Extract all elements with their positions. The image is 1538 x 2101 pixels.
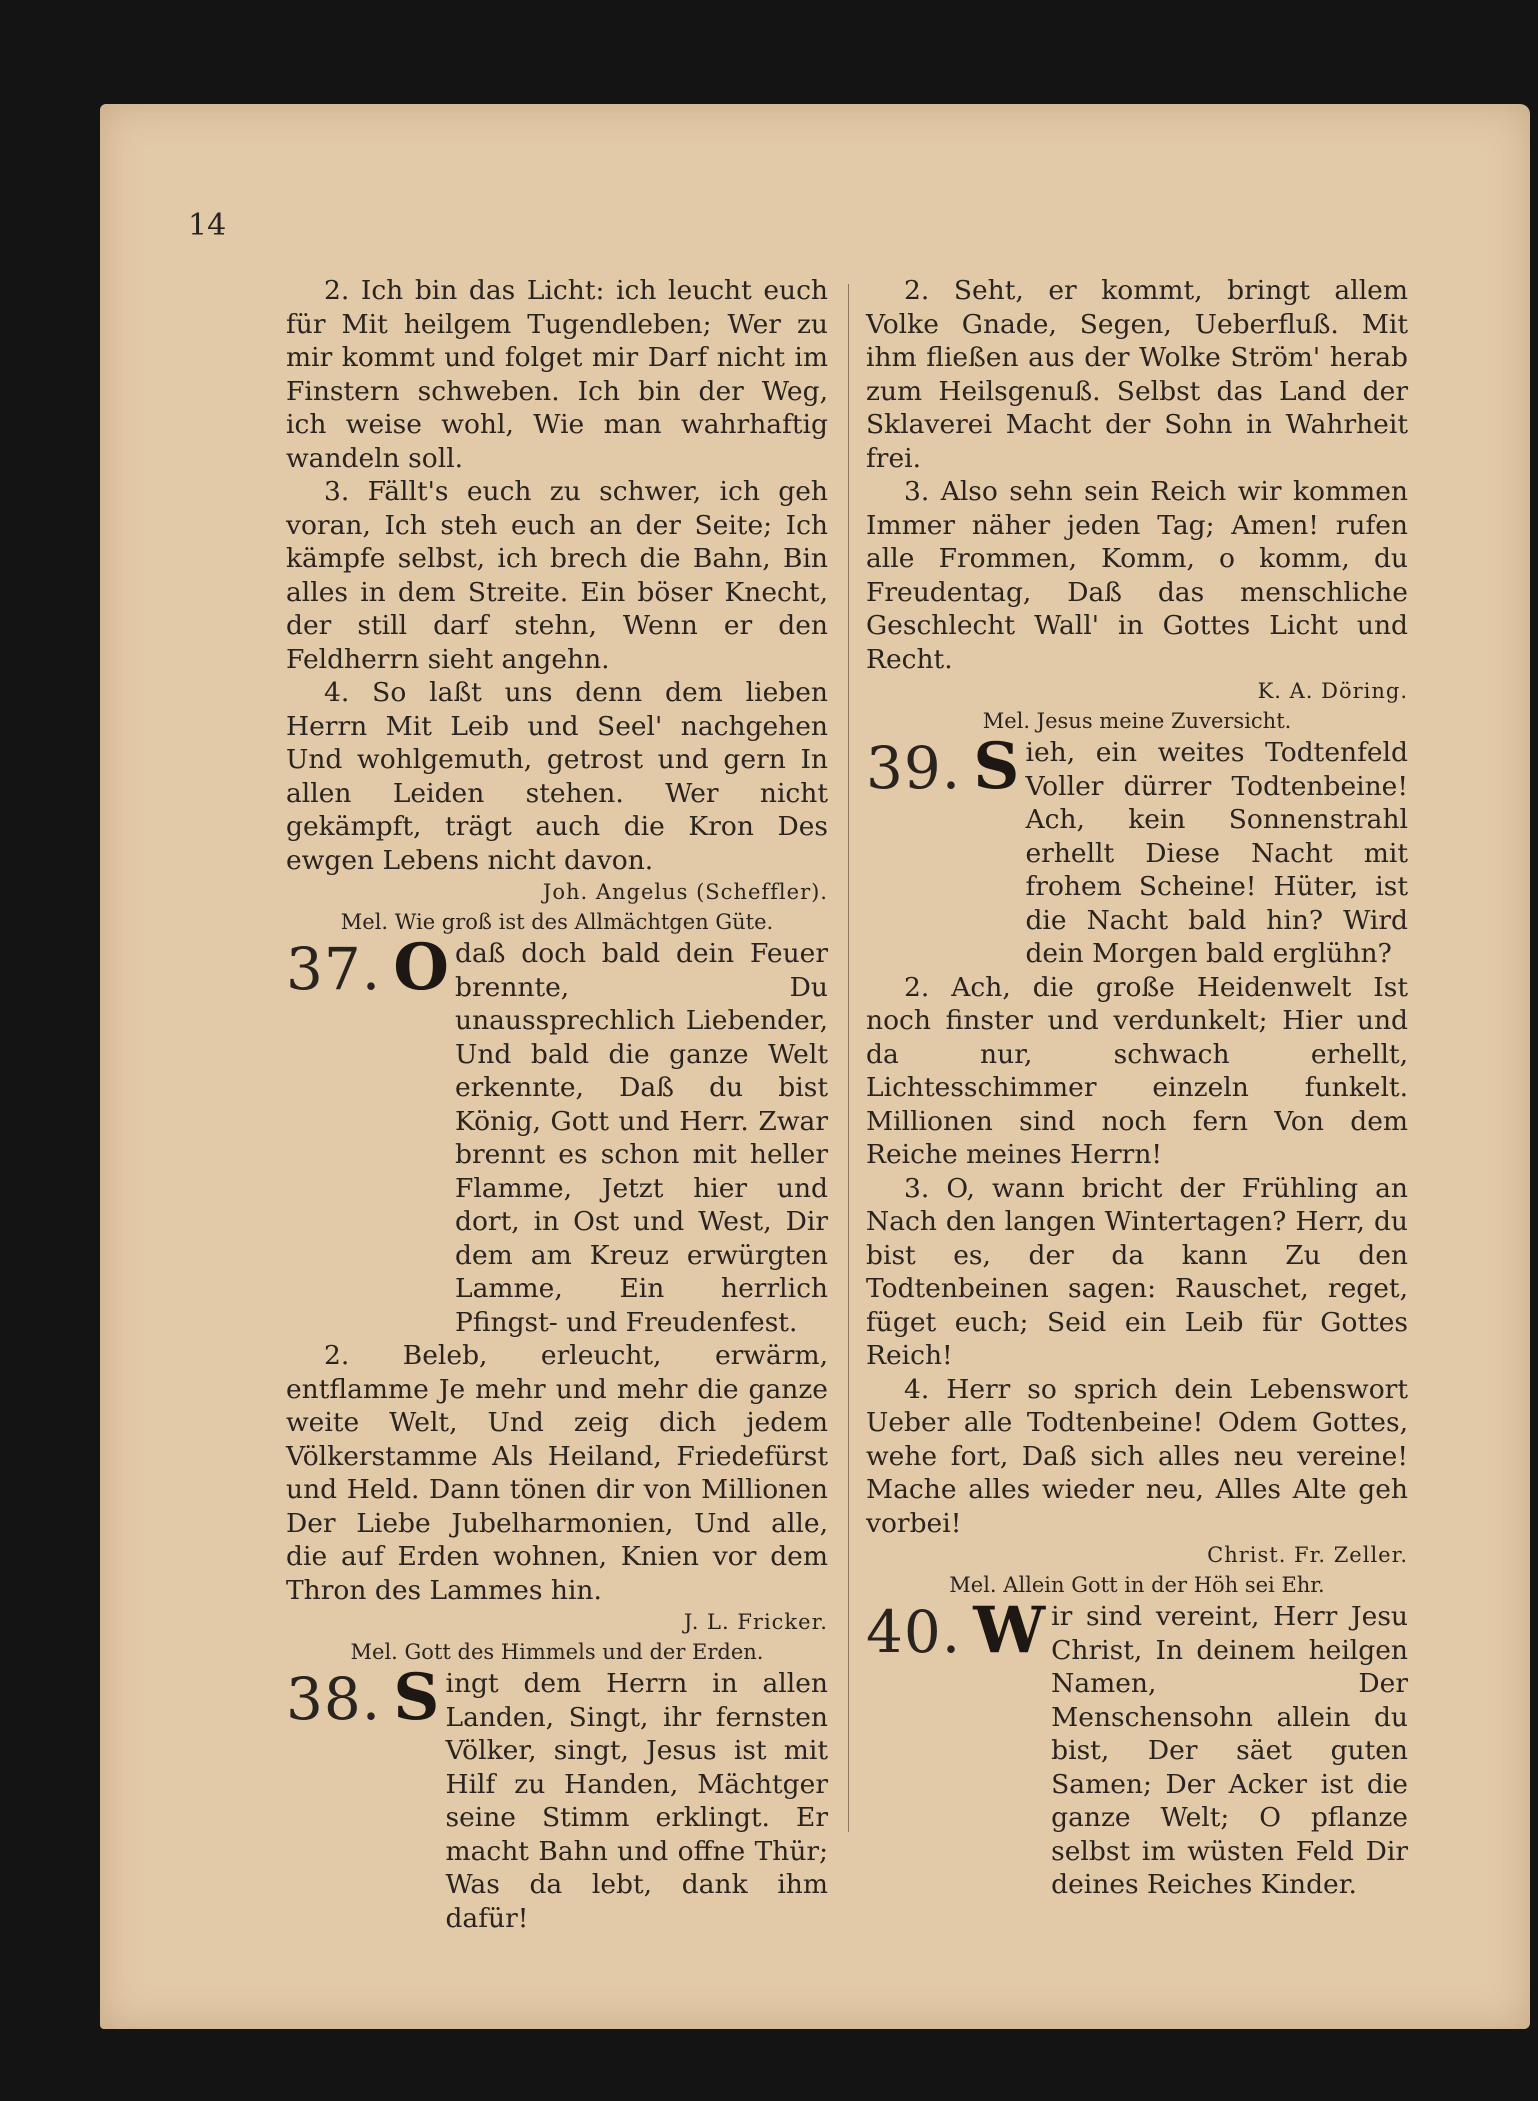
verse-38-2: 2. Seht, er kommt, bringt allem Volke Gnade, Segen, Ueberfluß. Mit ihm fließen aus der Wolke Ström' herab zum Heilsgenuß. Selbst das Land der Sklaverei Macht der Sohn in Wahrheit frei. — [866, 275, 1408, 474]
verse-39-3: 3. O, wann bricht der Frühling an Nach den langen Wintertagen? Herr, du bist es, der da kann Zu den Todtenbeinen sagen: Rauschet, reget, füget euch; Seid ein Leib für Gottes Reich! — [866, 1172, 1408, 1371]
author-37: J. L. Fricker. — [683, 1610, 828, 1634]
verse-37-1: daß doch bald dein Feuer brennte, Du unaussprechlich Liebender, Und bald die ganze Welt erkennte, Daß du bist König, Gott und Herr. Zwar brennt es schon mit heller Flamme, Jetzt hier und dort, in Ost und West, Dir dem am Kreuz erwürgten Lamme, Ein herrlich Pfingst- und Freudenfest. — [455, 938, 828, 1338]
author-38: K. A. Döring. — [1257, 679, 1408, 703]
column-divider — [848, 284, 849, 1832]
hymn-39-head — [866, 729, 1408, 971]
right-column — [866, 274, 1408, 1902]
initial-40: W — [973, 1593, 1046, 1668]
verse-39-2: 2. Ach, die große Heidenwelt Ist noch finster und verdunkelt; Hier und da nur, schwach erhellt, Lichtesschimmer einzeln funkelt. Millionen sind noch fern Von dem Reiche meines Herrn! — [866, 971, 1408, 1170]
verse-36-3: 3. Fällt's euch zu schwer, ich geh voran, Ich steh euch an der Seite; Ich kämpfe selbst, ich brech die Bahn, Bin alles in dem Streite. Ein böser Knecht, der still darf stehn, Wenn er den Feldherrn sieht angehn. — [286, 476, 828, 675]
initial-39: S — [973, 729, 1020, 804]
verse-40-1: ir sind vereint, Herr Jesu Christ, In deinem heilgen Namen, Der Menschensohn allein du bist, Der säet guten Samen; Der Acker ist die ganze Welt; O pflanze selbst im wüsten Feld Dir deines Reiches Kinder. — [1051, 1601, 1408, 1900]
initial-38: S — [393, 1660, 440, 1735]
left-column — [286, 274, 828, 1935]
hymn-number-39: 39. — [866, 734, 962, 802]
melody-37: Mel. Wie groß ist des Allmächtgen Güte. — [340, 910, 774, 934]
initial-37: O — [393, 930, 449, 1005]
hymn-number-37: 37. — [286, 935, 382, 1003]
verse-38-1: ingt dem Herrn in allen Landen, Singt, ihr fernsten Völker, singt, Jesus ist mit Hilf zu Handen, Mächtger seine Stimm erklingt. Er macht Bahn und offne Thür; Was da lebt, dank ihm dafür! — [445, 1668, 828, 1934]
verse-38-3: 3. Also sehn sein Reich wir kommen Immer näher jeden Tag; Amen! rufen alle Frommen, Komm, o komm, du Freudentag, Daß das menschliche Geschlecht Wall' in Gottes Licht und Recht. — [866, 476, 1408, 675]
verse-39-4: 4. Herr so sprich dein Lebenswort Ueber alle Todtenbeine! Odem Gottes, wehe fort, Daß sich alles neu vereine! Mache alles wieder neu, Alles Alte geh vorbei! — [866, 1373, 1408, 1539]
author-36: Joh. Angelus (Scheffler). — [542, 880, 828, 904]
verse-36-2: 2. Ich bin das Licht: ich leucht euch für Mit heilgem Tugendleben; Wer zu mir kommt und folget mir Darf nicht im Finstern schweben. Ich bin der Weg, ich weise wohl, Wie man wahrhaftig wandeln soll. — [286, 275, 828, 474]
melody-38: Mel. Gott des Himmels und der Erden. — [350, 1640, 764, 1664]
hymn-number-38: 38. — [286, 1665, 382, 1733]
melody-39: Mel. Jesus meine Zuversicht. — [982, 709, 1292, 733]
hymn-number-40: 40. — [866, 1598, 962, 1666]
hymn-37-head — [286, 930, 828, 1339]
author-39: Christ. Fr. Zeller. — [1207, 1543, 1408, 1567]
hymn-38-head — [286, 1660, 828, 1935]
melody-40: Mel. Allein Gott in der Höh sei Ehr. — [949, 1573, 1325, 1597]
verse-39-1: ieh, ein weites Todtenfeld Voller dürrer Todtenbeine! Ach, kein Sonnenstrahl erhellt Diese Nacht mit frohem Scheine! Hüter, ist die Nacht bald hin? Wird dein Morgen bald erglühn? — [1025, 737, 1408, 969]
verse-37-2: 2. Beleb, erleucht, erwärm, entflamme Je mehr und mehr die ganze weite Welt, Und zeig dich jedem Völkerstamme Als Heiland, Friedefürst und Held. Dann tönen dir von Millionen Der Liebe Jubelharmonien, Und alle, die auf Erden wohnen, Knien vor dem Thron des Lammes hin. — [286, 1340, 828, 1606]
page-number: 14 — [188, 208, 227, 243]
hymn-40-head — [866, 1593, 1408, 1902]
verse-36-4: 4. So laßt uns denn dem lieben Herrn Mit Leib und Seel' nachgehen Und wohlgemuth, getrost und gern In allen Leiden stehen. Wer nicht gekämpft, trägt auch die Kron Des ewgen Lebens nicht davon. — [286, 677, 828, 876]
